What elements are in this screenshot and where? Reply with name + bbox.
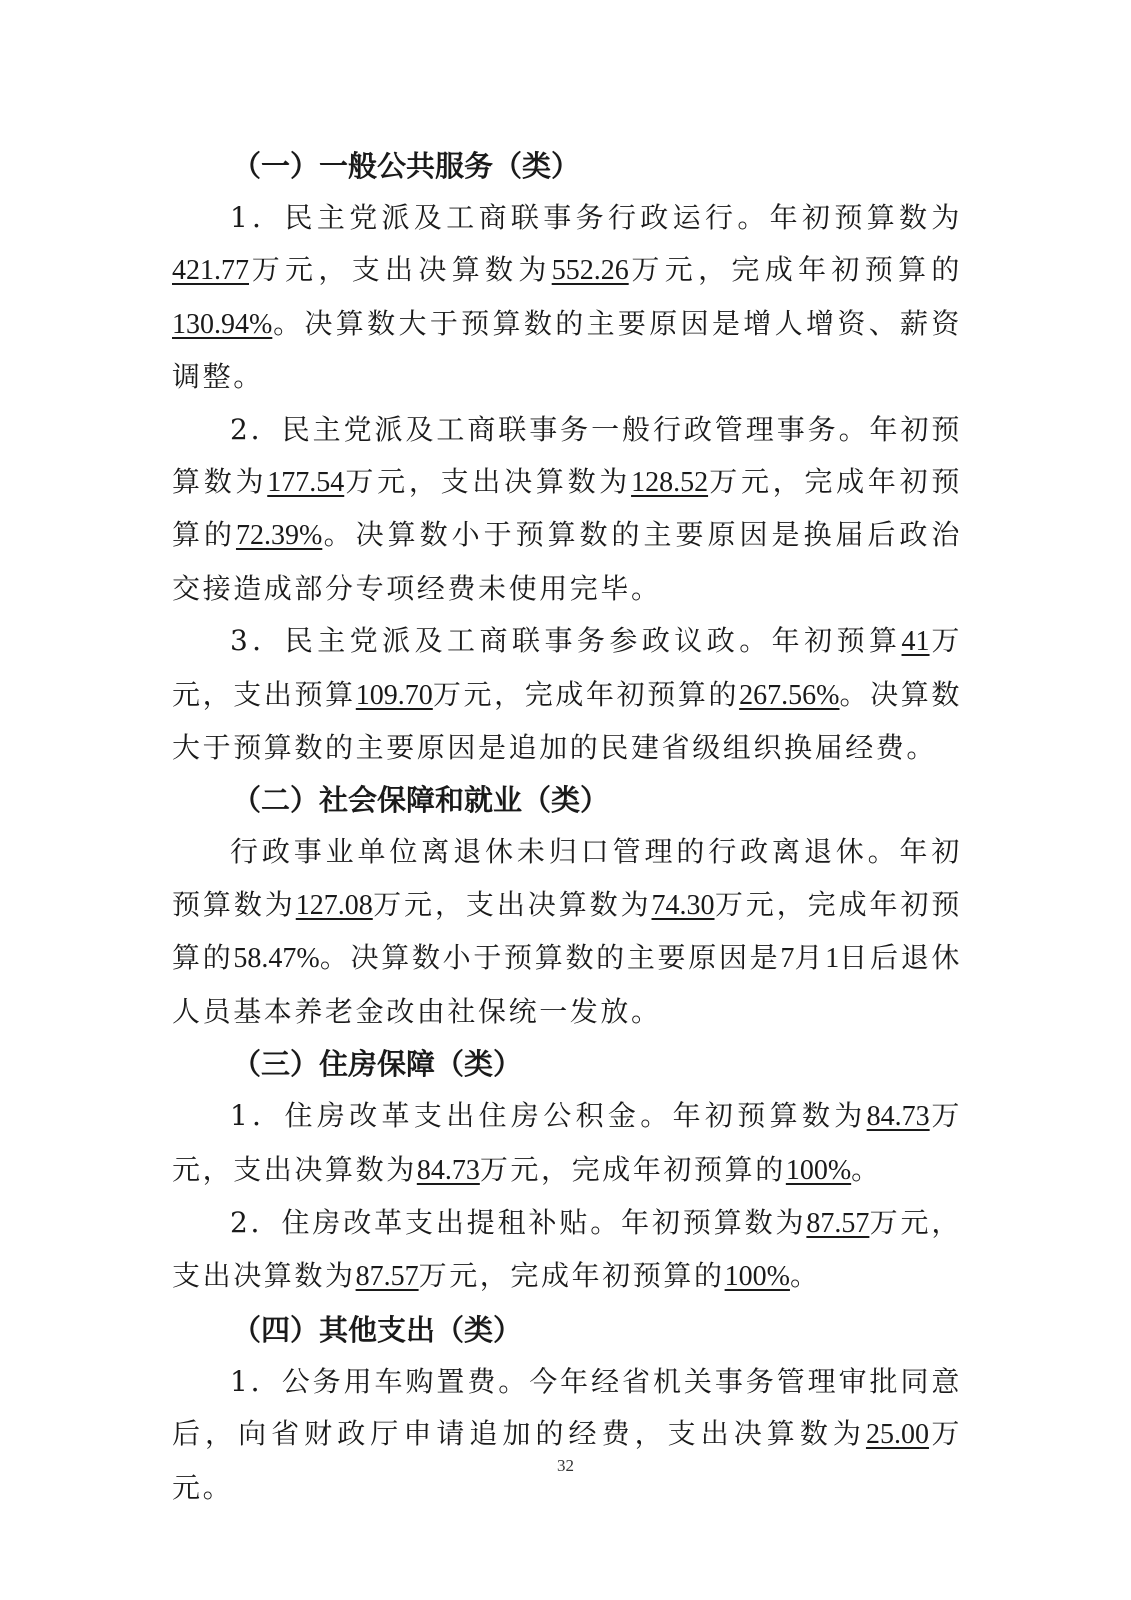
text-segment: 万元，完成年初预算的 — [418, 1259, 725, 1293]
completion-rate-value: 100% — [785, 1154, 852, 1186]
text-segment: 。决算数小于预算数的主要原因是 — [319, 941, 781, 975]
paragraph-vehicle-purchase — [172, 1356, 962, 1514]
completion-rate-value: 130.94% — [172, 308, 273, 340]
text-segment: 万元，完成年初预算的 — [172, 887, 962, 975]
completion-rate-value: 72.39% — [235, 520, 323, 552]
text-segment: 万元，支出决算数为 — [172, 1205, 962, 1293]
section-heading-general-public-services: （一）一般公共服务（类） — [232, 149, 581, 183]
section-heading-other-expenditure: （四）其他支出（类） — [232, 1312, 523, 1347]
final-expenditure-value: 552.26 — [551, 255, 629, 287]
text-segment: 行政事业单位离退休未归口管理的行政离退休。年初预算数为 — [172, 835, 962, 921]
text-segment: 。决算数大于预算数的主要原因是增人增资、薪资调整。 — [172, 306, 962, 394]
final-expenditure-value: 25.00 — [865, 1419, 929, 1451]
month-value: 7 — [780, 943, 795, 975]
paragraph-housing-fund — [172, 1090, 962, 1197]
text-segment: 万元，完成年初预算的 — [479, 1152, 786, 1186]
paragraph-retirement — [172, 826, 962, 1038]
page-number: 32 — [557, 1456, 574, 1475]
initial-budget-value: 421.77 — [172, 255, 249, 287]
paragraph-rent-subsidy — [172, 1197, 962, 1304]
completion-rate-value: 267.56% — [739, 679, 840, 711]
text-segment: 2．住房改革支出提租补贴。年初预算数为 — [230, 1205, 807, 1239]
text-segment: 日后退休人员基本养老金改由社保统一发放。 — [172, 941, 962, 1028]
section-heading-housing: （三）住房保障（类） — [232, 1047, 523, 1082]
paragraph-political-participation — [172, 615, 962, 774]
text-segment: 。 — [789, 1259, 821, 1293]
text-segment: 1．住房改革支出住房公积金。年初预算数为 — [230, 1099, 867, 1133]
initial-budget-value: 84.73 — [866, 1101, 930, 1133]
text-segment: 1．民主党派及工商联事务行政运行。年初预算数为 — [230, 201, 962, 234]
day-value: 1 — [825, 943, 840, 975]
expenditure-budget-value: 109.70 — [355, 679, 433, 711]
initial-budget-value: 127.08 — [295, 889, 373, 921]
text-segment: 万元，支出决算数为 — [172, 1099, 962, 1186]
text-segment: 万元，支出决算数为 — [372, 887, 652, 921]
text-segment: 万元。 — [172, 1417, 962, 1504]
text-segment: 万元，完成年初预算的 — [172, 465, 962, 552]
final-expenditure-value: 128.52 — [631, 467, 709, 499]
text-segment: 3．民主党派及工商联事务参政议政。年初预算 — [230, 624, 902, 658]
text-segment: 万元，支出预算 — [172, 624, 962, 711]
text-segment: 。决算数大于预算数的主要原因是追加的民建省级组织换届经费。 — [172, 677, 962, 765]
completion-rate-value: 58.47% — [233, 943, 320, 975]
page-content — [172, 140, 962, 1514]
final-expenditure-value: 84.73 — [416, 1154, 480, 1186]
text-segment: 2．民主党派及工商联事务一般行政管理事务。年初预算数为 — [172, 412, 962, 499]
text-segment: 月 — [794, 941, 826, 975]
completion-rate-value: 100% — [724, 1261, 790, 1293]
text-segment: 1．公务用车购置费。今年经省机关事务管理审批同意后，向省财政厅申请追加的经费，支出决算数为 — [172, 1364, 962, 1451]
paragraph-general-administration — [172, 404, 962, 616]
section-heading-social-security: （二）社会保障和就业（类） — [232, 783, 610, 818]
initial-budget-value: 177.54 — [267, 467, 345, 499]
text-segment: 。 — [851, 1152, 882, 1186]
text-segment: 万元，完成年初预算的 — [628, 253, 962, 287]
initial-budget-value: 41 — [901, 626, 930, 658]
paragraph-administrative-operation — [172, 192, 962, 404]
initial-budget-value: 87.57 — [806, 1207, 870, 1239]
text-segment: 。决算数小于预算数的主要原因是换届后政治交接造成部分专项经费未使用完毕。 — [172, 518, 962, 605]
final-expenditure-value: 74.30 — [651, 889, 715, 921]
text-segment: 万元，支出决算数为 — [249, 253, 552, 287]
text-segment: 万元，完成年初预算的 — [432, 677, 740, 711]
final-expenditure-value: 87.57 — [355, 1261, 419, 1293]
text-segment: 万元，支出决算数为 — [344, 465, 632, 499]
